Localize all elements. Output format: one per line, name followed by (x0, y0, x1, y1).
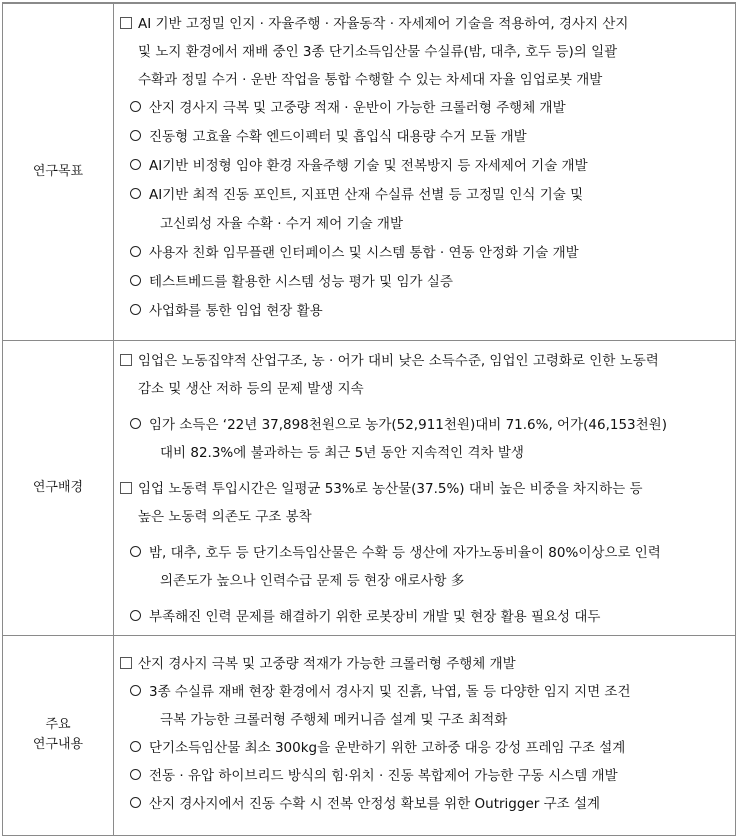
main-bullet-item (120, 475, 731, 531)
bullet-text: 3종 수실류 재배 현장 환경에서 경사지 및 진흙, 낙엽, 돌 등 다양한 임지 지면 조건 (149, 683, 631, 700)
bullet-line (120, 475, 731, 503)
bullet-text: 높은 노동력 의존도 구조 봉착 (138, 508, 312, 525)
bullet-text: AI기반 비정형 임야 환경 자율주행 기술 및 전복방지 등 자세제어 기술 개발 (149, 158, 588, 174)
bullet-line (130, 678, 731, 706)
circle-bullet-icon (130, 304, 141, 315)
spacer (120, 467, 731, 475)
bullet-line (130, 411, 731, 439)
sub-bullet-item (120, 762, 731, 790)
circle-bullet-icon (130, 275, 141, 286)
bullet-line (130, 734, 731, 762)
circle-bullet-icon (130, 797, 141, 808)
bullet-text: 밤, 대추, 호두 등 단기소득임산물은 수확 등 생산에 자가노동비율이 80%이상으로 인력 (149, 544, 661, 561)
bullet-text: 산지 경사지 극복 및 고중량 적재 · 운반이 가능한 크롤러형 주행체 개발 (149, 100, 566, 116)
sub-bullet-item (120, 94, 731, 123)
bullet-line (130, 94, 731, 123)
square-bullet-icon (120, 657, 132, 669)
row-label (3, 3, 114, 340)
bullet-line (130, 152, 731, 181)
sub-bullet-item (120, 678, 731, 734)
sub-bullet-item (120, 181, 731, 239)
bullet-line (130, 123, 731, 152)
row-label (3, 635, 114, 835)
bullet-line (120, 38, 731, 66)
sub-bullet-item (120, 239, 731, 268)
bullet-text: 고신뢰성 자율 수확 · 수거 제어 기술 개발 (160, 216, 403, 232)
main-bullet-item (120, 347, 731, 403)
row-content (114, 635, 736, 835)
circle-bullet-icon (130, 130, 141, 141)
bullet-line (130, 762, 731, 790)
research-background-row (3, 340, 736, 635)
bullet-line (130, 539, 731, 567)
circle-bullet-icon (130, 769, 141, 780)
bullet-text: 산지 경사지 극복 및 고중량 적재가 가능한 크롤러형 주행체 개발 (138, 655, 516, 672)
square-bullet-icon (120, 354, 132, 366)
bullet-text: 및 노지 환경에서 재배 중인 3종 단기소득임산물 수실류(밤, 대추, 호두 등)의 일괄 (138, 44, 618, 60)
bullet-text: 테스트베드를 활용한 시스템 성능 평가 및 임가 실증 (149, 274, 453, 290)
sub-bullet-item (120, 734, 731, 762)
circle-bullet-icon (130, 101, 141, 112)
row-content (114, 340, 736, 635)
bullet-text: 진동형 고효율 수확 엔드이펙터 및 흡입식 대용량 수거 모듈 개발 (149, 129, 527, 145)
bullet-text: 임업은 노동집약적 산업구조, 농 · 어가 대비 낮은 소득수준, 임업인 고령화로 인한 노동력 (138, 352, 659, 369)
bullet-line (130, 181, 731, 210)
circle-bullet-icon (130, 418, 141, 429)
bullet-line (120, 650, 731, 678)
row-label (3, 340, 114, 635)
row-label-text: 연구내용 (32, 737, 84, 752)
spacer (120, 595, 731, 603)
research-goal-row (3, 3, 736, 340)
circle-bullet-icon (130, 246, 141, 257)
bullet-line (120, 347, 731, 375)
main-bullet-item (120, 10, 731, 94)
bullet-line (120, 375, 731, 403)
bullet-text: 산지 경사지에서 진동 수확 시 전복 안정성 확보를 위한 Outrigger 구조 설계 (149, 795, 601, 812)
bullet-line (130, 210, 731, 239)
circle-bullet-icon (130, 159, 141, 170)
bullet-text: 단기소득임산물 최소 300kg을 운반하기 위한 고하중 대응 강성 프레임 구조 설계 (149, 739, 626, 756)
row-label-text: 연구배경 (32, 479, 84, 495)
bullet-text: 대비 82.3%에 불과하는 등 최근 5년 동안 지속적인 격차 발생 (160, 444, 524, 461)
sub-bullet-item (120, 152, 731, 181)
bullet-text: 극복 가능한 크롤러형 주행체 메커니즘 설계 및 구조 최적화 (160, 711, 508, 728)
bullet-line (130, 439, 731, 467)
sub-bullet-item (120, 297, 731, 326)
bullet-line (130, 603, 731, 631)
spacer (120, 642, 731, 650)
bullet-text: 전동 · 유압 하이브리드 방식의 힘·위치 · 진동 복합제어 가능한 구동 시스템 개발 (149, 767, 618, 784)
bullet-text: 사용자 친화 임무플랜 인터페이스 및 시스템 통합 · 연동 안정화 기술 개발 (149, 245, 579, 261)
bullet-line (130, 706, 731, 734)
row-label-text: 주요 (45, 717, 71, 732)
bullet-line (130, 239, 731, 268)
bullet-text: 감소 및 생산 저하 등의 문제 발생 지속 (138, 380, 364, 397)
bullet-line (130, 297, 731, 326)
square-bullet-icon (120, 17, 132, 29)
bullet-text: AI기반 최적 진동 포인트, 지표면 산재 수실류 선별 등 고정밀 인식 기술 및 (149, 187, 584, 203)
row-label-text: 연구목표 (32, 163, 84, 179)
bullet-text: 부족해진 인력 문제를 해결하기 위한 로봇장비 개발 및 현장 활용 필요성 대두 (149, 608, 601, 625)
bullet-text: 수확과 정밀 수거 · 운반 작업을 통합 수행할 수 있는 차세대 자율 임업로봇 개발 (138, 72, 603, 88)
sub-bullet-item (120, 603, 731, 631)
sub-bullet-item (120, 411, 731, 467)
bullet-text: 사업화를 통한 임업 현장 활용 (149, 303, 323, 319)
bullet-line (130, 567, 731, 595)
bullet-line (130, 268, 731, 297)
bullet-line (120, 66, 731, 94)
spacer (120, 403, 731, 411)
circle-bullet-icon (130, 546, 141, 557)
bullet-text: 의존도가 높으나 인력수급 문제 등 현장 애로사항 多 (160, 572, 465, 589)
circle-bullet-icon (130, 741, 141, 752)
sub-bullet-item (120, 539, 731, 595)
spacer (120, 531, 731, 539)
bullet-text: 임가 소득은 ‘22년 37,898천원으로 농가(52,911천원)대비 71.6%, 어가(46,153천원) (149, 416, 667, 433)
bullet-text: 임업 노동력 투입시간은 일평균 53%로 농산물(37.5%) 대비 높은 비중을 차지하는 등 (138, 480, 643, 497)
row-content (114, 3, 736, 340)
main-bullet-item (120, 650, 731, 678)
sub-bullet-item (120, 123, 731, 152)
bullet-line (120, 10, 731, 38)
research-summary-table (2, 2, 736, 836)
bullet-text: AI 기반 고정밀 인지 · 자율주행 · 자율동작 · 자세제어 기술을 적용하여, 경사지 산지 (138, 16, 629, 32)
square-bullet-icon (120, 482, 132, 494)
sub-bullet-item (120, 268, 731, 297)
bullet-line (120, 503, 731, 531)
main-research-content-row (3, 635, 736, 835)
circle-bullet-icon (130, 685, 141, 696)
circle-bullet-icon (130, 188, 141, 199)
circle-bullet-icon (130, 610, 141, 621)
